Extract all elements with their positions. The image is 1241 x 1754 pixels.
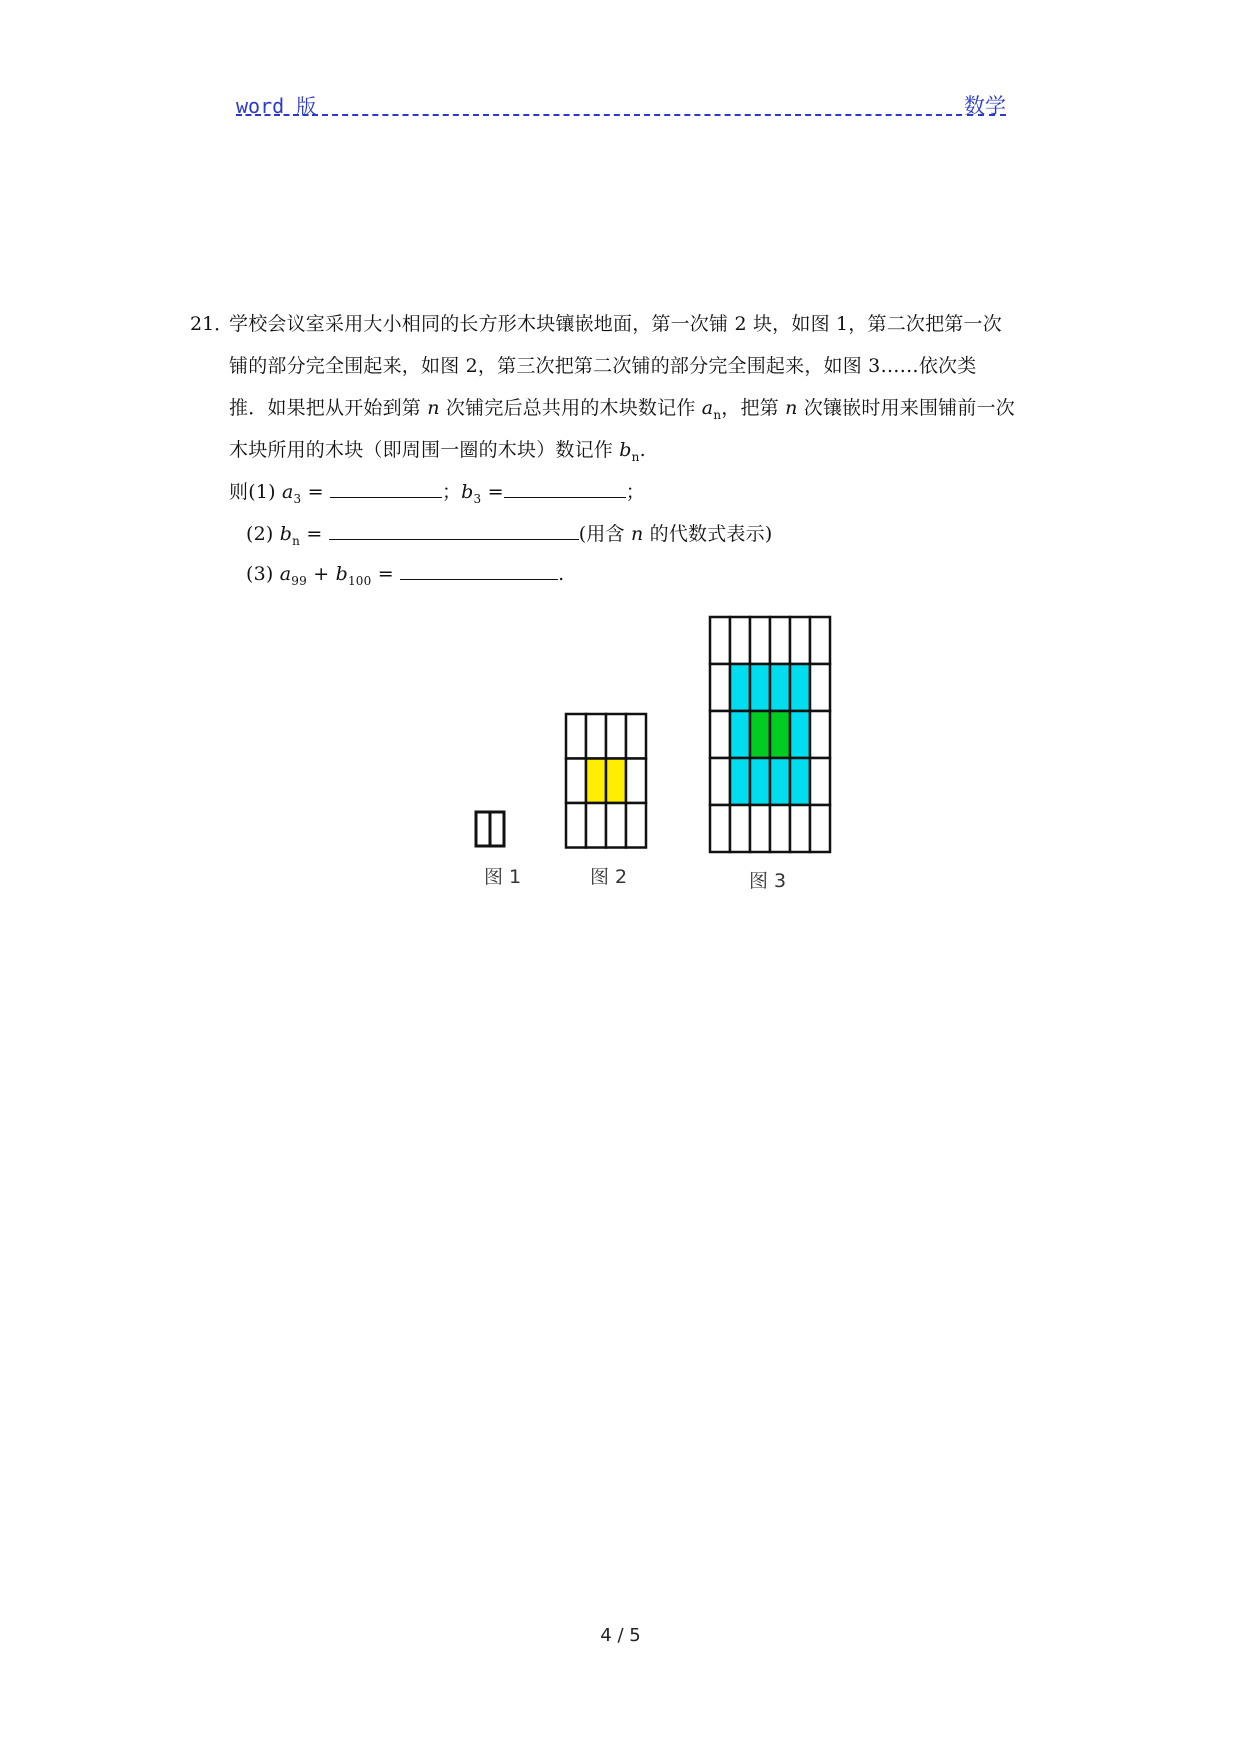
wood-block-tile — [490, 812, 504, 846]
wood-block-tile — [810, 805, 830, 852]
var-b: b — [619, 439, 632, 461]
subscript: 3 — [293, 491, 302, 506]
question-number: 21． — [190, 313, 234, 335]
wood-block-tile — [750, 805, 770, 852]
wood-block-tile — [566, 714, 586, 759]
wood-block-tile — [750, 711, 770, 758]
wood-block-tile — [626, 803, 646, 848]
wood-block-tile — [750, 664, 770, 711]
text-segment: + — [306, 563, 336, 585]
text-segment: = — [481, 481, 504, 503]
var-b: b — [461, 481, 474, 503]
text-segment: 则(1) — [229, 481, 282, 503]
wood-block-tile — [730, 758, 750, 805]
wood-block-tile — [790, 711, 810, 758]
subscript: 99 — [291, 573, 307, 588]
var-a: a — [279, 563, 292, 585]
wood-block-tile — [710, 758, 730, 805]
figure-3-caption: 图 3 — [749, 870, 787, 892]
text-segment: ； — [625, 481, 645, 503]
wood-block-tile — [790, 805, 810, 852]
text-segment: (用含 — [578, 523, 631, 545]
var-b: b — [279, 523, 293, 545]
wood-block-tile — [710, 664, 730, 711]
figure-1 — [476, 812, 504, 846]
text-segment: 推．如果把从开始到第 — [229, 397, 428, 419]
wood-block-tile — [730, 664, 750, 711]
wood-block-tile — [790, 617, 810, 664]
figure-2 — [566, 714, 646, 848]
wood-block-tile — [730, 805, 750, 852]
wood-block-tile — [730, 617, 750, 664]
wood-block-tile — [566, 759, 586, 804]
text-segment: . — [639, 439, 646, 461]
wood-block-tile — [606, 759, 626, 804]
header-right-text: 数学 — [964, 94, 1006, 118]
wood-block-tile — [770, 617, 790, 664]
var-n: n — [785, 397, 798, 419]
wood-block-tile — [770, 711, 790, 758]
wood-block-tile — [476, 812, 490, 846]
var-b: b — [335, 563, 348, 585]
text-segment: . — [558, 563, 565, 585]
wood-block-tile — [586, 803, 606, 848]
wood-block-tile — [586, 714, 606, 759]
wood-block-tile — [750, 617, 770, 664]
wood-block-tile — [586, 759, 606, 804]
subscript: n — [292, 533, 301, 548]
text-segment: (3) — [246, 563, 280, 585]
var-n: n — [630, 523, 644, 545]
wood-block-tile — [810, 711, 830, 758]
text-segment: ； — [441, 481, 462, 503]
wood-block-tile — [626, 714, 646, 759]
text-segment: 木块所用的木块（即周围一圈的木块）数记作 — [229, 439, 620, 461]
wood-block-tile — [606, 803, 626, 848]
text-segment: = — [300, 523, 329, 545]
question-line-1: 学校会议室采用大小相同的长方形木块镶嵌地面，第一次铺 2 块，如图 1，第二次把第一次 — [229, 313, 1002, 335]
subscript: 3 — [473, 491, 482, 506]
text-segment: 次铺完后总共用的木块数记作 — [439, 397, 702, 419]
wood-block-tile — [710, 711, 730, 758]
subscript: n — [631, 449, 640, 464]
subscript: n — [713, 407, 722, 422]
wood-block-tile — [750, 758, 770, 805]
question-line-2: 铺的部分完全围起来，如图 2，第三次把第二次铺的部分完全围起来，如图 3……依次类 — [229, 355, 977, 377]
text-segment: 的代数式表示) — [643, 523, 773, 545]
wood-block-tile — [710, 805, 730, 852]
wood-block-tile — [626, 759, 646, 804]
wood-block-tile — [790, 664, 810, 711]
wood-block-tile — [810, 664, 830, 711]
wood-block-tile — [770, 805, 790, 852]
wood-block-tile — [566, 803, 586, 848]
wood-block-tile — [606, 714, 626, 759]
figure-3 — [710, 617, 830, 852]
wood-block-tile — [730, 711, 750, 758]
subscript: 100 — [347, 573, 372, 588]
figure-1-caption: 图 1 — [484, 866, 522, 888]
text-segment: = — [301, 481, 330, 503]
var-n: n — [427, 397, 440, 419]
header-left-text: word 版 — [236, 94, 317, 118]
text-segment: (2) — [246, 523, 280, 545]
var-a: a — [281, 481, 294, 503]
wood-block-tile — [810, 758, 830, 805]
wood-block-tile — [770, 758, 790, 805]
wood-block-tile — [770, 664, 790, 711]
wood-block-tile — [810, 617, 830, 664]
wood-block-tile — [790, 758, 810, 805]
text-segment: = — [371, 563, 401, 585]
figure-2-caption: 图 2 — [590, 866, 628, 888]
wood-block-tile — [710, 617, 730, 664]
page-number: 4 / 5 — [600, 1625, 641, 1646]
text-segment: ，把第 — [721, 397, 786, 419]
var-a: a — [701, 397, 714, 419]
text-segment: 次镶嵌时用来围铺前一次 — [797, 397, 1015, 419]
